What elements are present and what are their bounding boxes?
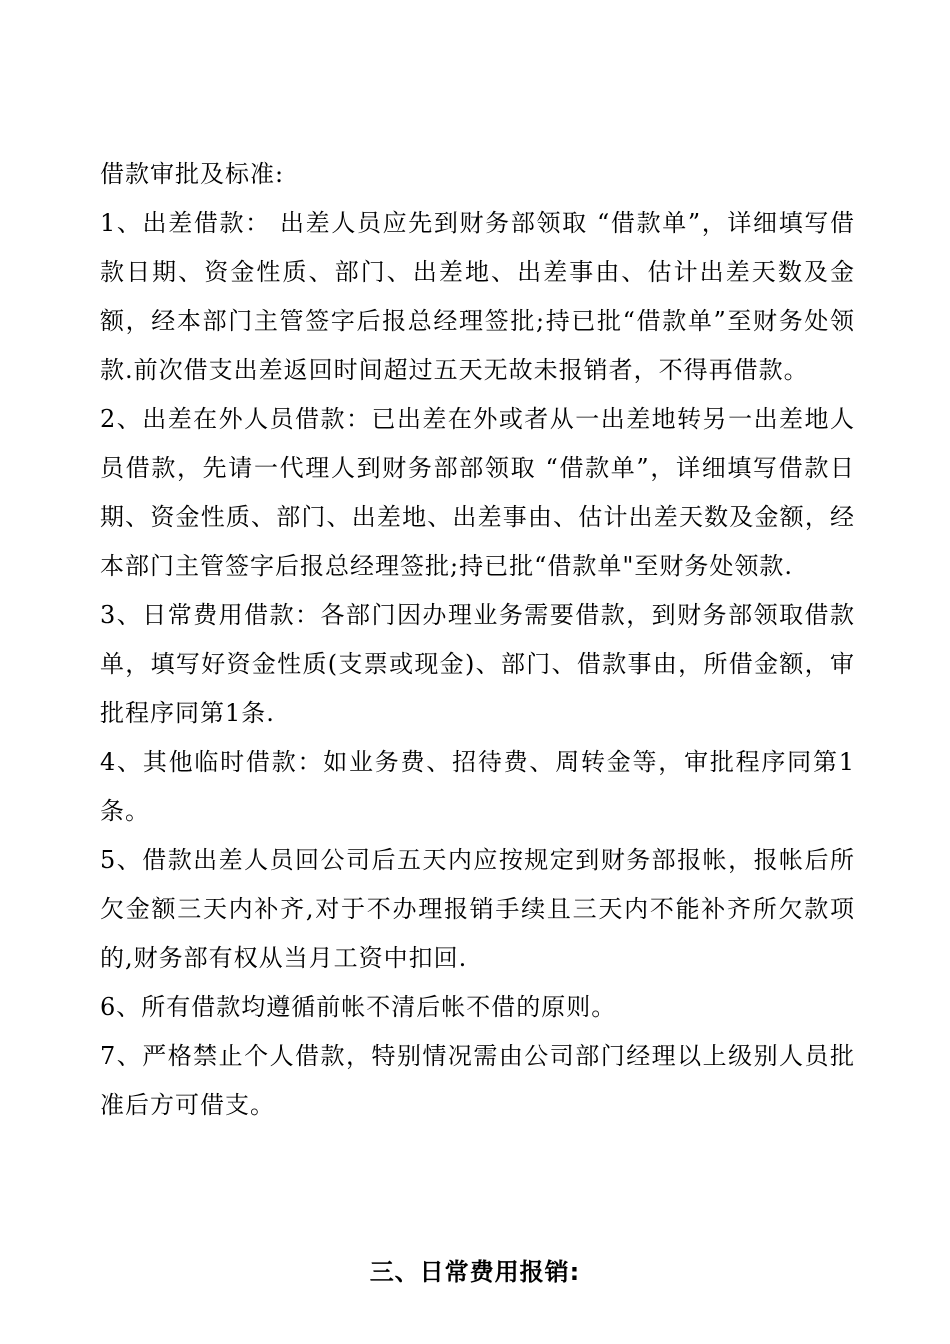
- item-5-reimbursement-rule: 5、借款出差人员回公司后五天内应按规定到财务部报帐，报帐后所欠金额三天内补齐,对于不办理报销手续且三天内不能补齐所欠款项的,财务部有权从当月工资中扣回.: [100, 846, 855, 972]
- item-7-personal-loan-ban: 7、严格禁止个人借款，特别情况需由公司部门经理以上级别人员批准后方可借支。: [100, 1042, 855, 1119]
- item-1-travel-loan: 1、出差借款： 出差人员应先到财务部领取 “借款单”，详细填写借款日期、资金性质、部门、出差地、出差事由、估计出差天数及金额，经本部门主管签字后报总经理签批;持已批“借款单”至财务处领款.前次借支出差返回时间超过五天无故未报销者，不得再借款。: [100, 209, 855, 384]
- document-body: [100, 150, 855, 1130]
- intro-line: 借款审批及标准:: [100, 160, 285, 188]
- section-heading: 三、日常费用报销:: [369, 1258, 581, 1286]
- item-6-loan-principle: 6、所有借款均遵循前帐不清后帐不借的原则。: [100, 993, 617, 1021]
- item-2-away-loan: 2、出差在外人员借款：已出差在外或者从一出差地转另一出差地人员借款，先请一代理人到财务部部领取 “借款单”，详细填写借款日期、资金性质、部门、出差地、出差事由、估计出差天数及金额，经本部门主管签字后报总经理签批;持已批“借款单"至财务处领款.: [100, 405, 855, 580]
- item-3-daily-expense-loan: 3、日常费用借款：各部门因办理业务需要借款，到财务部领取借款单，填写好资金性质(支票或现金)、部门、借款事由，所借金额，审批程序同第1条.: [100, 601, 855, 727]
- item-4-temporary-loan: 4、其他临时借款：如业务费、招待费、周转金等，审批程序同第1条。: [100, 748, 855, 825]
